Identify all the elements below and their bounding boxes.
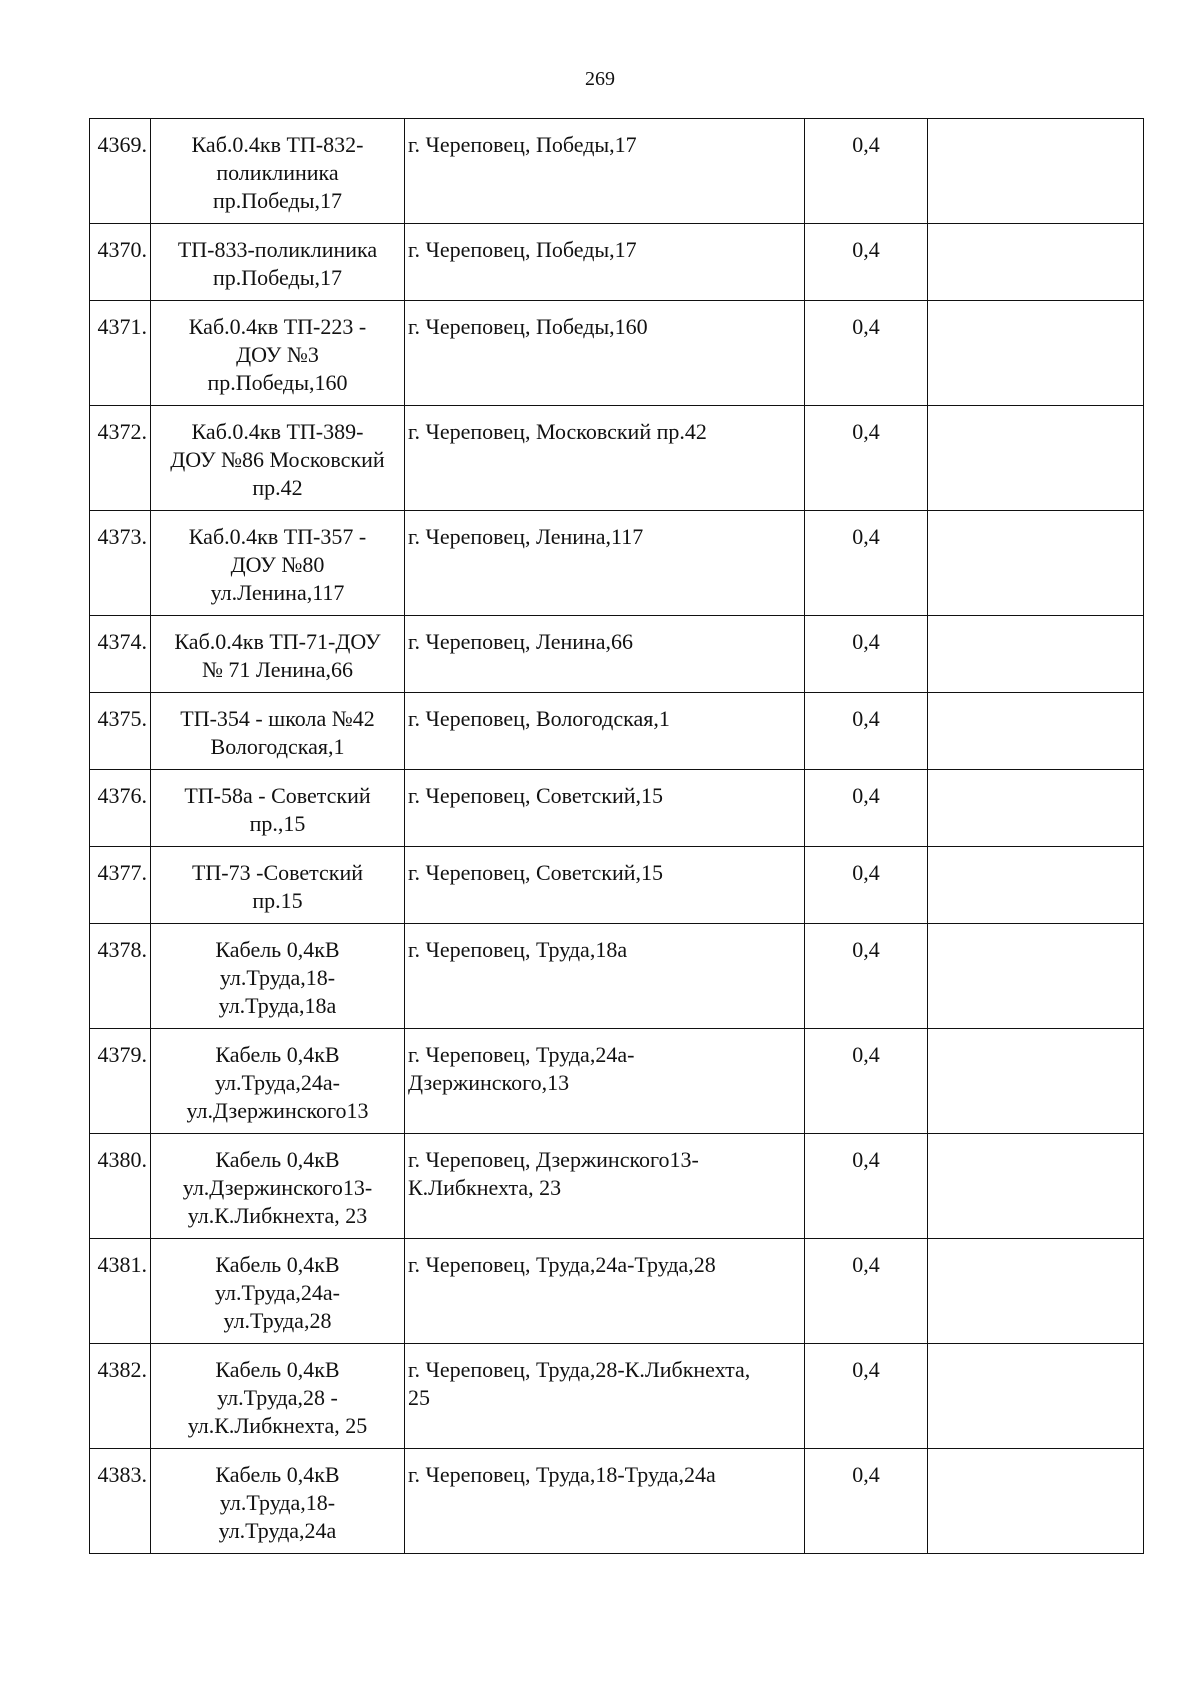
- address-cell: г. Череповец, Вологодская,1: [405, 693, 805, 770]
- address-cell: г. Череповец, Труда,18-Труда,24а: [405, 1449, 805, 1554]
- object-name-cell: Кабель 0,4кВ ул.Труда,18- ул.Труда,24а: [151, 1449, 405, 1554]
- table-row: [90, 301, 1144, 406]
- voltage-cell: 0,4: [805, 301, 928, 406]
- object-name-cell: ТП-58а - Советский пр.,15: [151, 770, 405, 847]
- address-cell: г. Череповец, Труда,18а: [405, 924, 805, 1029]
- table-row: [90, 847, 1144, 924]
- table-row: [90, 1449, 1144, 1554]
- voltage-cell: 0,4: [805, 924, 928, 1029]
- note-cell: [928, 693, 1144, 770]
- row-number-cell: 4369.: [90, 119, 151, 224]
- voltage-cell: 0,4: [805, 1344, 928, 1449]
- address-cell: г. Череповец, Дзержинского13- К.Либкнехта, 23: [405, 1134, 805, 1239]
- address-cell: г. Череповец, Ленина,66: [405, 616, 805, 693]
- table-row: [90, 224, 1144, 301]
- voltage-cell: 0,4: [805, 1239, 928, 1344]
- note-cell: [928, 1344, 1144, 1449]
- object-name-cell: Кабель 0,4кВ ул.Труда,18- ул.Труда,18а: [151, 924, 405, 1029]
- table-row: [90, 119, 1144, 224]
- table-row: [90, 693, 1144, 770]
- object-name-cell: Каб.0.4кв ТП-357 - ДОУ №80 ул.Ленина,117: [151, 511, 405, 616]
- note-cell: [928, 770, 1144, 847]
- object-name-cell: Кабель 0,4кВ ул.Труда,28 - ул.К.Либкнехта, 25: [151, 1344, 405, 1449]
- row-number-cell: 4376.: [90, 770, 151, 847]
- table-row: [90, 1344, 1144, 1449]
- row-number-cell: 4382.: [90, 1344, 151, 1449]
- note-cell: [928, 301, 1144, 406]
- table-row: [90, 616, 1144, 693]
- address-cell: г. Череповец, Ленина,117: [405, 511, 805, 616]
- table-row: [90, 1239, 1144, 1344]
- row-number-cell: 4381.: [90, 1239, 151, 1344]
- note-cell: [928, 1029, 1144, 1134]
- page-number: 269: [585, 68, 615, 90]
- voltage-cell: 0,4: [805, 1029, 928, 1134]
- address-cell: г. Череповец, Труда,24а- Дзержинского,13: [405, 1029, 805, 1134]
- object-name-cell: Кабель 0,4кВ ул.Труда,24а- ул.Дзержинского13: [151, 1029, 405, 1134]
- voltage-cell: 0,4: [805, 693, 928, 770]
- object-name-cell: Каб.0.4кв ТП-389- ДОУ №86 Московский пр.42: [151, 406, 405, 511]
- object-name-cell: Каб.0.4кв ТП-71-ДОУ № 71 Ленина,66: [151, 616, 405, 693]
- note-cell: [928, 119, 1144, 224]
- object-name-cell: Кабель 0,4кВ ул.Труда,24а- ул.Труда,28: [151, 1239, 405, 1344]
- table-row: [90, 511, 1144, 616]
- note-cell: [928, 511, 1144, 616]
- address-cell: г. Череповец, Труда,28-К.Либкнехта, 25: [405, 1344, 805, 1449]
- registry-table-body: [90, 119, 1144, 1554]
- object-name-cell: Каб.0.4кв ТП-832- поликлиника пр.Победы,17: [151, 119, 405, 224]
- row-number-cell: 4383.: [90, 1449, 151, 1554]
- address-cell: г. Череповец, Труда,24а-Труда,28: [405, 1239, 805, 1344]
- note-cell: [928, 224, 1144, 301]
- voltage-cell: 0,4: [805, 406, 928, 511]
- address-cell: г. Череповец, Победы,17: [405, 224, 805, 301]
- voltage-cell: 0,4: [805, 1134, 928, 1239]
- row-number-cell: 4377.: [90, 847, 151, 924]
- note-cell: [928, 847, 1144, 924]
- table-row: [90, 1029, 1144, 1134]
- note-cell: [928, 924, 1144, 1029]
- note-cell: [928, 406, 1144, 511]
- row-number-cell: 4372.: [90, 406, 151, 511]
- row-number-cell: 4370.: [90, 224, 151, 301]
- address-cell: г. Череповец, Победы,160: [405, 301, 805, 406]
- registry-table: [89, 118, 1144, 1554]
- row-number-cell: 4373.: [90, 511, 151, 616]
- object-name-cell: Каб.0.4кв ТП-223 - ДОУ №3 пр.Победы,160: [151, 301, 405, 406]
- note-cell: [928, 1449, 1144, 1554]
- row-number-cell: 4378.: [90, 924, 151, 1029]
- voltage-cell: 0,4: [805, 770, 928, 847]
- table-row: [90, 924, 1144, 1029]
- voltage-cell: 0,4: [805, 1449, 928, 1554]
- note-cell: [928, 1239, 1144, 1344]
- voltage-cell: 0,4: [805, 616, 928, 693]
- table-row: [90, 770, 1144, 847]
- address-cell: г. Череповец, Победы,17: [405, 119, 805, 224]
- voltage-cell: 0,4: [805, 511, 928, 616]
- table-row: [90, 406, 1144, 511]
- voltage-cell: 0,4: [805, 119, 928, 224]
- address-cell: г. Череповец, Московский пр.42: [405, 406, 805, 511]
- address-cell: г. Череповец, Советский,15: [405, 770, 805, 847]
- object-name-cell: ТП-833-поликлиника пр.Победы,17: [151, 224, 405, 301]
- table-row: [90, 1134, 1144, 1239]
- note-cell: [928, 1134, 1144, 1239]
- address-cell: г. Череповец, Советский,15: [405, 847, 805, 924]
- object-name-cell: ТП-354 - школа №42 Вологодская,1: [151, 693, 405, 770]
- row-number-cell: 4371.: [90, 301, 151, 406]
- row-number-cell: 4380.: [90, 1134, 151, 1239]
- voltage-cell: 0,4: [805, 224, 928, 301]
- row-number-cell: 4375.: [90, 693, 151, 770]
- voltage-cell: 0,4: [805, 847, 928, 924]
- note-cell: [928, 616, 1144, 693]
- object-name-cell: ТП-73 -Советский пр.15: [151, 847, 405, 924]
- object-name-cell: Кабель 0,4кВ ул.Дзержинского13- ул.К.Либкнехта, 23: [151, 1134, 405, 1239]
- row-number-cell: 4379.: [90, 1029, 151, 1134]
- row-number-cell: 4374.: [90, 616, 151, 693]
